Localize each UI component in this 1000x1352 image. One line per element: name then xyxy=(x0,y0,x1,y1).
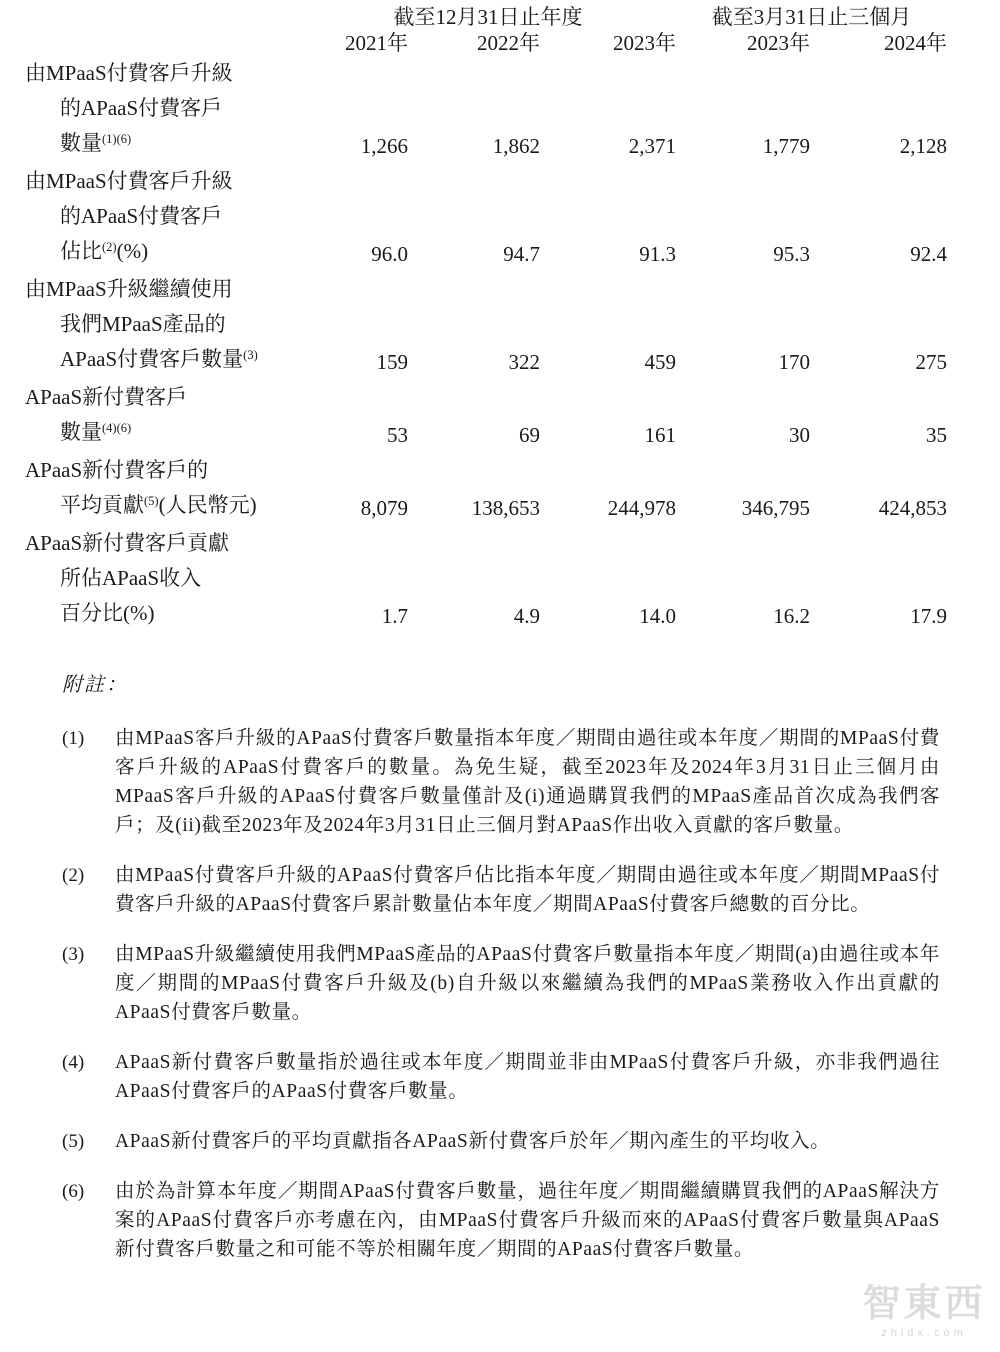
notes-heading: 附註： xyxy=(62,674,128,696)
year-header-q1-2024: 2024年 xyxy=(884,31,947,55)
value-cell: 1.7 xyxy=(381,604,408,628)
footnote-number: (6) xyxy=(62,1181,85,1202)
year-header-2021: 2021年 xyxy=(345,31,408,55)
value-cell: 1,862 xyxy=(492,134,540,158)
value-cell: 170 xyxy=(778,350,810,374)
value-cell: 92.4 xyxy=(910,242,947,266)
value-cell: 346,795 xyxy=(741,496,810,520)
footnote-number: (5) xyxy=(62,1131,85,1152)
value-cell: 2,371 xyxy=(628,134,676,158)
column-group-header-row xyxy=(25,4,947,30)
footnote-4 xyxy=(62,1048,940,1106)
value-cell: 53 xyxy=(387,423,408,447)
year-header-row xyxy=(25,30,947,56)
table-row-upgraded-customers-percentage xyxy=(25,164,947,272)
footnote-text: 由MPaaS客戶升級的APaaS付費客戶數量指本年度／期間由過往或本年度／期間的MPaaS付費客戶升級的APaaS付費客戶的數量。為免生疑，截至2023年及2024年3月31日止三個月由MPaaS客戶升級的APaaS付費客戶數量僅計及(i)通過購買我們的MPaaS產品首次成為我們客戶；及(ii)截至2023年及2024年3月31日止三個月對APaaS作出收入貢獻的客戶數量。 xyxy=(115,728,940,836)
row-label: 由MPaaS升級繼續使用 我們MPaaS產品的 APaaS付費客戶數量$^{(3)}$ xyxy=(25,277,258,371)
table-row-new-customers-count xyxy=(25,380,947,453)
table-row-continuing-mpaas-customers xyxy=(25,272,947,380)
value-cell: 14.0 xyxy=(639,604,676,628)
footnote-text: APaaS新付費客戶的平均貢獻指各APaaS新付費客戶於年／期內產生的平均收入。 xyxy=(115,1131,831,1152)
value-cell: 138,653 xyxy=(471,496,540,520)
value-cell: 459 xyxy=(644,350,676,374)
watermark xyxy=(854,1283,994,1341)
value-cell: 35 xyxy=(926,423,947,447)
row-label: 由MPaaS付費客戶升級 的APaaS付費客戶 數量$^{(1)(6)}$ xyxy=(25,61,233,155)
watermark-domain: zhidx.com xyxy=(881,1327,967,1339)
value-cell: 244,978 xyxy=(607,496,676,520)
year-header-q1-2023: 2023年 xyxy=(747,31,810,55)
value-cell: 159 xyxy=(376,350,408,374)
footnote-number: (3) xyxy=(62,944,85,965)
value-cell: 94.7 xyxy=(503,242,540,266)
value-cell: 1,779 xyxy=(762,134,810,158)
footnote-1 xyxy=(62,724,940,840)
row-label: APaaS新付費客戶的 平均貢獻$^{(5)}$(人民幣元) xyxy=(25,458,257,517)
row-label: 由MPaaS付費客戶升級 的APaaS付費客戶 佔比$^{(2)}$(%) xyxy=(25,169,233,263)
footnote-number: (1) xyxy=(62,728,85,749)
year-header-2023: 2023年 xyxy=(613,31,676,55)
value-cell: 161 xyxy=(644,423,676,447)
footnote-6 xyxy=(62,1177,940,1264)
value-cell: 16.2 xyxy=(773,604,810,628)
header-spacer xyxy=(25,4,300,30)
footnote-number: (2) xyxy=(62,865,85,886)
header-spacer xyxy=(25,30,300,56)
value-cell: 275 xyxy=(915,350,947,374)
value-cell: 95.3 xyxy=(773,242,810,266)
footnote-ref: (1)(6) xyxy=(102,132,132,146)
column-group-annual: 截至12月31日止年度 xyxy=(393,5,583,29)
footnote-number: (4) xyxy=(62,1052,85,1073)
footnote-text: 由MPaaS升級繼續使用我們MPaaS產品的APaaS付費客戶數量指本年度／期間(a)由過往或本年度／期間的MPaaS付費客戶升級及(b)自升級以來繼續為我們的MPaaS業務收入作出貢獻的APaaS付費客戶數量。 xyxy=(115,944,940,1023)
value-cell: 4.9 xyxy=(513,604,540,628)
table-row-upgraded-customers-count xyxy=(25,56,947,164)
table-row-new-customers-revenue-percentage xyxy=(25,526,947,634)
value-cell: 2,128 xyxy=(899,134,947,158)
value-cell: 69 xyxy=(519,423,540,447)
footnote-ref: (2) xyxy=(102,240,117,254)
footnote-text: APaaS新付費客戶數量指於過往或本年度／期間並非由MPaaS付費客戶升級，亦非我們過往APaaS付費客戶的APaaS付費客戶數量。 xyxy=(115,1052,940,1102)
notes-section xyxy=(25,671,1000,1264)
footnote-3 xyxy=(62,940,940,1027)
value-cell: 17.9 xyxy=(910,604,947,628)
row-label: APaaS新付費客戶貢獻 所佔APaaS收入 百分比(%) xyxy=(25,531,230,625)
row-label: APaaS新付費客戶 數量$^{(4)(6)}$ xyxy=(25,385,188,444)
footnote-2 xyxy=(62,861,940,919)
watermark-logo: 智東西 xyxy=(862,1283,986,1325)
footnote-ref: (4)(6) xyxy=(102,421,132,435)
value-cell: 91.3 xyxy=(639,242,676,266)
footnote-text: 由於為計算本年度／期間APaaS付費客戶數量，過往年度／期間繼續購買我們的APaaS解決方案的APaaS付費客戶亦考慮在內，由MPaaS付費客戶升級而來的APaaS付費客戶數量與APaaS新付費客戶數量之和可能不等於相關年度／期間的APaaS付費客戶數量。 xyxy=(115,1181,940,1260)
value-cell: 322 xyxy=(508,350,540,374)
footnote-ref: (5) xyxy=(144,494,159,508)
footnote-ref: (3) xyxy=(243,348,258,362)
financial-metrics-table xyxy=(25,4,947,634)
year-header-2022: 2022年 xyxy=(477,31,540,55)
footnote-5 xyxy=(62,1127,940,1156)
column-group-quarter: 截至3月31日止三個月 xyxy=(711,5,912,29)
value-cell: 30 xyxy=(789,423,810,447)
value-cell: 96.0 xyxy=(371,242,408,266)
footnote-text: 由MPaaS付費客戶升級的APaaS付費客戶佔比指本年度／期間由過往或本年度／期間MPaaS付費客戶升級的APaaS付費客戶累計數量佔本年度／期間APaaS付費客戶總數的百分比。 xyxy=(115,865,940,915)
value-cell: 1,266 xyxy=(360,134,408,158)
table-row-new-customers-average-contribution xyxy=(25,453,947,526)
value-cell: 424,853 xyxy=(878,496,947,520)
value-cell: 8,079 xyxy=(360,496,408,520)
